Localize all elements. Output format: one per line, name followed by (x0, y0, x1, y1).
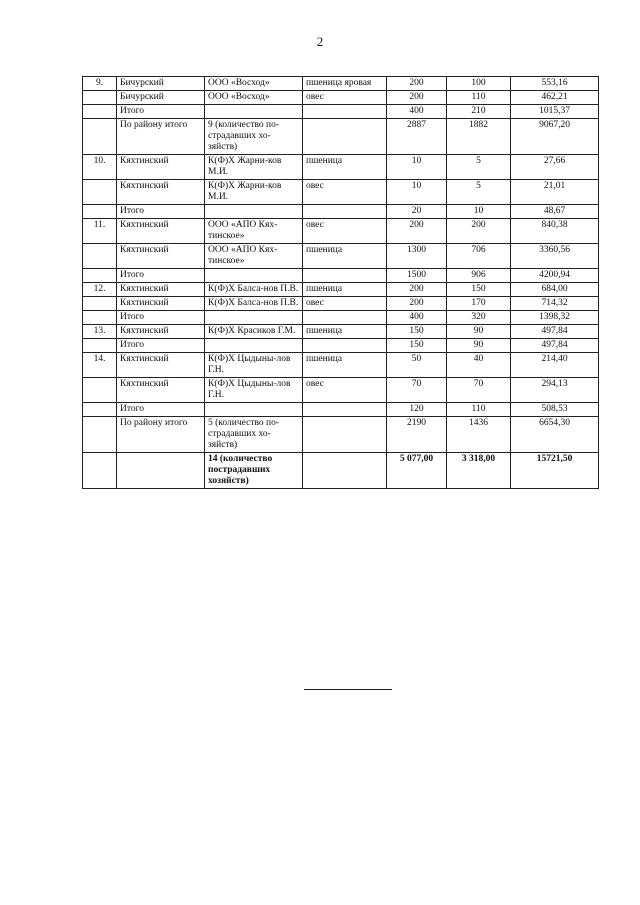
cell-district: Кяхтинский (117, 180, 205, 205)
cell-damaged-area: 1436 (447, 417, 511, 453)
cell-area: 200 (387, 283, 447, 297)
table-row (83, 244, 599, 269)
cell-number (83, 205, 117, 219)
cell-number (83, 297, 117, 311)
table-row (83, 269, 599, 283)
cell-crop (303, 417, 387, 453)
cell-area: 400 (387, 311, 447, 325)
cell-number (83, 180, 117, 205)
cell-damaged-area: 1882 (447, 119, 511, 155)
table-row (83, 403, 599, 417)
cell-farm (205, 339, 303, 353)
cell-damage-sum: 1015,37 (511, 105, 599, 119)
cell-number: 9. (83, 77, 117, 91)
cell-damaged-area: 100 (447, 77, 511, 91)
cell-area: 1300 (387, 244, 447, 269)
cell-crop (303, 119, 387, 155)
cell-farm: К(Ф)Х Красиков Г.М. (205, 325, 303, 339)
cell-district: Кяхтинский (117, 219, 205, 244)
cell-district: Итого (117, 205, 205, 219)
cell-damage-sum: 3360,56 (511, 244, 599, 269)
cell-farm: К(Ф)Х Цыдыны-лов Г.Н. (205, 353, 303, 378)
cell-number (83, 453, 117, 489)
table-row (83, 311, 599, 325)
cell-crop: пшеница (303, 155, 387, 180)
cell-damage-sum: 553,16 (511, 77, 599, 91)
cell-area: 200 (387, 91, 447, 105)
cell-farm: ООО «Восход» (205, 77, 303, 91)
cell-number: 10. (83, 155, 117, 180)
cell-farm (205, 205, 303, 219)
table-row (83, 105, 599, 119)
cell-damage-sum: 462,21 (511, 91, 599, 105)
cell-damage-sum: 21,01 (511, 180, 599, 205)
cell-damaged-area: 5 (447, 155, 511, 180)
cell-damaged-area: 200 (447, 219, 511, 244)
cell-area: 200 (387, 219, 447, 244)
cell-damage-sum: 214,40 (511, 353, 599, 378)
cell-damaged-area: 706 (447, 244, 511, 269)
cell-area: 120 (387, 403, 447, 417)
cell-farm: ООО «АПО Кях-тинское» (205, 219, 303, 244)
cell-crop (303, 105, 387, 119)
cell-damaged-area: 150 (447, 283, 511, 297)
cell-number: 13. (83, 325, 117, 339)
table-row (83, 283, 599, 297)
cell-damage-sum: 508,53 (511, 403, 599, 417)
cell-farm (205, 311, 303, 325)
table-total-row (83, 453, 599, 489)
cell-crop (303, 311, 387, 325)
cell-area: 2887 (387, 119, 447, 155)
cell-area: 10 (387, 180, 447, 205)
cell-district: Итого (117, 269, 205, 283)
cell-farm (205, 269, 303, 283)
table-row (83, 417, 599, 453)
cell-number (83, 244, 117, 269)
cell-crop: овес (303, 180, 387, 205)
cell-number (83, 119, 117, 155)
cell-damage-sum: 294,13 (511, 378, 599, 403)
cell-district: Бичурский (117, 91, 205, 105)
cell-area: 150 (387, 325, 447, 339)
cell-area: 70 (387, 378, 447, 403)
cell-crop (303, 205, 387, 219)
table-row (83, 155, 599, 180)
cell-damaged-area: 90 (447, 339, 511, 353)
cell-farm: 5 (количество по-страдавших хо-зяйств) (205, 417, 303, 453)
cell-damaged-area: 110 (447, 403, 511, 417)
cell-farm: К(Ф)Х Балса-нов П.В. (205, 283, 303, 297)
table-row (83, 77, 599, 91)
cell-farm: К(Ф)Х Цыдыны-лов Г.Н. (205, 378, 303, 403)
cell-damage-sum: 497,84 (511, 325, 599, 339)
cell-district: Итого (117, 339, 205, 353)
cell-district (117, 453, 205, 489)
cell-crop: пшеница яровая (303, 77, 387, 91)
cell-district: Итого (117, 105, 205, 119)
end-divider (304, 689, 392, 690)
cell-crop: овес (303, 378, 387, 403)
cell-crop: овес (303, 297, 387, 311)
cell-number: 12. (83, 283, 117, 297)
cell-damaged-area: 906 (447, 269, 511, 283)
cell-farm (205, 105, 303, 119)
cell-district: Итого (117, 403, 205, 417)
cell-district: Кяхтинский (117, 353, 205, 378)
cell-damage-sum: 48,67 (511, 205, 599, 219)
cell-number: 14. (83, 353, 117, 378)
table-row (83, 91, 599, 105)
cell-area: 20 (387, 205, 447, 219)
table-row (83, 119, 599, 155)
cell-damage-sum: 714,32 (511, 297, 599, 311)
cell-damage-sum: 9067,20 (511, 119, 599, 155)
cell-area: 150 (387, 339, 447, 353)
cell-district: По району итого (117, 119, 205, 155)
cell-farm: 9 (количество по-страдавших хо-зяйств) (205, 119, 303, 155)
cell-crop: овес (303, 91, 387, 105)
table-row (83, 353, 599, 378)
cell-district: Кяхтинский (117, 378, 205, 403)
cell-damage-sum: 497,84 (511, 339, 599, 353)
cell-crop (303, 269, 387, 283)
cell-number (83, 339, 117, 353)
cell-district: Кяхтинский (117, 283, 205, 297)
cell-damage-sum: 4200,94 (511, 269, 599, 283)
cell-crop: пшеница (303, 353, 387, 378)
cell-damaged-area: 210 (447, 105, 511, 119)
table-row (83, 378, 599, 403)
cell-number (83, 403, 117, 417)
cell-district: Кяхтинский (117, 325, 205, 339)
cell-area: 400 (387, 105, 447, 119)
cell-damaged-area: 70 (447, 378, 511, 403)
damage-table (82, 76, 599, 489)
cell-number (83, 378, 117, 403)
cell-damaged-area: 110 (447, 91, 511, 105)
cell-area: 50 (387, 353, 447, 378)
cell-damaged-area: 40 (447, 353, 511, 378)
table-row (83, 297, 599, 311)
cell-farm (205, 403, 303, 417)
cell-crop: пшеница (303, 244, 387, 269)
cell-damaged-area: 320 (447, 311, 511, 325)
cell-number: 11. (83, 219, 117, 244)
cell-number (83, 311, 117, 325)
cell-area: 5 077,00 (387, 453, 447, 489)
cell-district: Кяхтинский (117, 155, 205, 180)
cell-number (83, 91, 117, 105)
cell-area: 200 (387, 297, 447, 311)
cell-area: 10 (387, 155, 447, 180)
cell-crop (303, 339, 387, 353)
cell-damage-sum: 15721,50 (511, 453, 599, 489)
cell-farm: 14 (количество пострадавших хозяйств) (205, 453, 303, 489)
cell-area: 200 (387, 77, 447, 91)
cell-damage-sum: 840,38 (511, 219, 599, 244)
table-row (83, 180, 599, 205)
cell-damaged-area: 10 (447, 205, 511, 219)
cell-crop: овес (303, 219, 387, 244)
page-number: 2 (316, 34, 324, 49)
cell-district: По району итого (117, 417, 205, 453)
cell-district: Кяхтинский (117, 297, 205, 311)
cell-damaged-area: 5 (447, 180, 511, 205)
cell-district: Бичурский (117, 77, 205, 91)
table-body (83, 77, 599, 489)
cell-farm: ООО «АПО Кях-тинское» (205, 244, 303, 269)
cell-district: Кяхтинский (117, 244, 205, 269)
cell-damaged-area: 170 (447, 297, 511, 311)
cell-number (83, 417, 117, 453)
cell-crop (303, 403, 387, 417)
cell-farm: К(Ф)Х Балса-нов П.В. (205, 297, 303, 311)
cell-damaged-area: 3 318,00 (447, 453, 511, 489)
table-row (83, 205, 599, 219)
cell-damage-sum: 27,66 (511, 155, 599, 180)
cell-district: Итого (117, 311, 205, 325)
cell-farm: К(Ф)Х Жарни-ков М.И. (205, 155, 303, 180)
table-row (83, 325, 599, 339)
cell-farm: К(Ф)Х Жарни-ков М.И. (205, 180, 303, 205)
cell-crop: пшеница (303, 283, 387, 297)
cell-crop: пшеница (303, 325, 387, 339)
cell-area: 2190 (387, 417, 447, 453)
cell-damage-sum: 6654,30 (511, 417, 599, 453)
cell-damage-sum: 1398,32 (511, 311, 599, 325)
cell-crop (303, 453, 387, 489)
cell-number (83, 269, 117, 283)
cell-area: 1500 (387, 269, 447, 283)
cell-damage-sum: 684,00 (511, 283, 599, 297)
cell-number (83, 105, 117, 119)
cell-farm: ООО «Восход» (205, 91, 303, 105)
table-row (83, 219, 599, 244)
cell-damaged-area: 90 (447, 325, 511, 339)
table-row (83, 339, 599, 353)
